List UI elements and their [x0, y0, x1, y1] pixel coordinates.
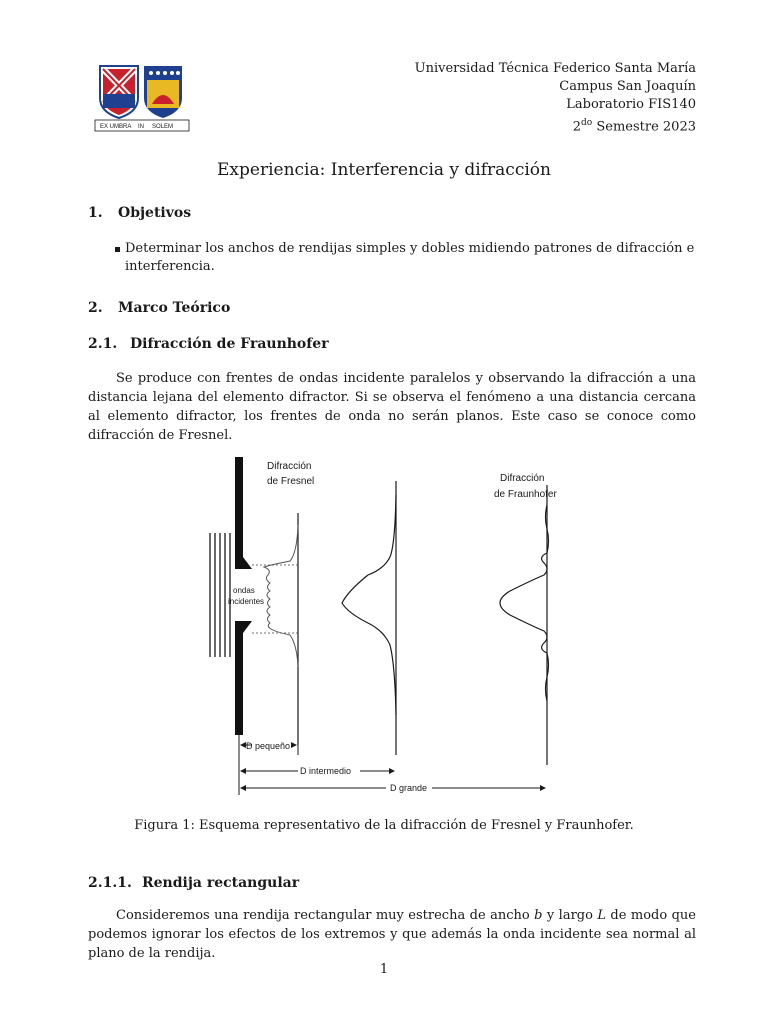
figure-caption: Figura 1: Esquema representativo de la difracción de Fresnel y Fraunhofer. — [134, 818, 634, 833]
section-number: 1. — [88, 205, 103, 221]
header-line-semester — [415, 114, 696, 136]
section-title: Marco Teórico — [118, 300, 231, 316]
paragraph-fraunhofer: Se produce con frentes de ondas incidente paralelos y observando la difracción a una distancia lejana del elemento difractor. Si se observa el fenómeno a una distancia cercana al elemento difractor, los frentes de onda no serán planos. Este caso se conoce como difracción de Fresnel. — [88, 371, 696, 443]
d-small-label: D pequeño — [246, 741, 291, 751]
section-number: 2. — [88, 300, 103, 316]
fresnel-label-1: Difracción — [267, 461, 312, 472]
incident-wavefronts — [210, 533, 230, 657]
incident-waves-label-2: incidentes — [228, 597, 265, 606]
subsection-fraunhofer-heading — [88, 336, 329, 352]
incident-waves-label-1: ondas — [233, 586, 255, 595]
rendija-text-2: y largo — [542, 908, 598, 923]
logo-banner-left: EX UMBRA — [100, 124, 132, 130]
document-title: Experiencia: Interferencia y difracción — [217, 160, 551, 180]
rendija-text-3: de modo que podemos ignorar los efectos de los extremos y que además la onda incidente sea normal al plano de la rendija. — [88, 908, 696, 961]
variable-L: L — [597, 908, 606, 923]
section-marco-teorico-heading — [88, 300, 230, 316]
header-line-university: Universidad Técnica Federico Santa María — [414, 61, 696, 76]
header-institution — [415, 60, 696, 136]
header-line-campus: Campus San Joaquín — [559, 79, 696, 94]
fraunhofer-label-2: de Fraunhofer — [494, 489, 557, 500]
d-large-label: D grande — [390, 783, 428, 793]
section-title: Difracción de Fraunhofer — [130, 336, 329, 352]
d-intermediate-label: D intermedio — [300, 766, 352, 776]
logo-banner-mid: IN — [138, 124, 144, 130]
section-title: Objetivos — [118, 205, 192, 221]
variable-b: b — [534, 908, 543, 923]
section-number: 2.1. — [88, 336, 118, 352]
paragraph-rendija — [88, 906, 696, 963]
semester-suffix: do — [581, 118, 593, 128]
semester-text: Semestre 2023 — [592, 119, 696, 135]
university-logo — [94, 64, 190, 134]
logo-banner-right: SOLEM — [152, 124, 174, 130]
section-objetivos-heading — [88, 205, 191, 221]
fresnel-pattern — [264, 525, 298, 667]
fraunhofer-label-1: Difracción — [500, 473, 545, 484]
fraunhofer-pattern — [500, 505, 549, 701]
intermediate-pattern — [342, 495, 396, 715]
objective-item: Determinar los anchos de rendijas simples y dobles midiendo patrones de difracción e interferencia. — [125, 241, 695, 274]
page-number: 1 — [379, 962, 389, 977]
section-number: 2.1.1. — [88, 875, 132, 891]
rendija-text-1: Consideremos una rendija rectangular muy estrecha de ancho — [116, 908, 535, 923]
section-title: Rendija rectangular — [142, 875, 300, 891]
diffraction-figure — [200, 445, 570, 800]
subsubsection-rendija-heading — [88, 875, 299, 891]
fresnel-label-2: de Fresnel — [267, 476, 315, 487]
semester-number: 2 — [572, 119, 582, 135]
slit-barrier — [235, 457, 252, 735]
header-line-lab: Laboratorio FIS140 — [566, 97, 696, 112]
